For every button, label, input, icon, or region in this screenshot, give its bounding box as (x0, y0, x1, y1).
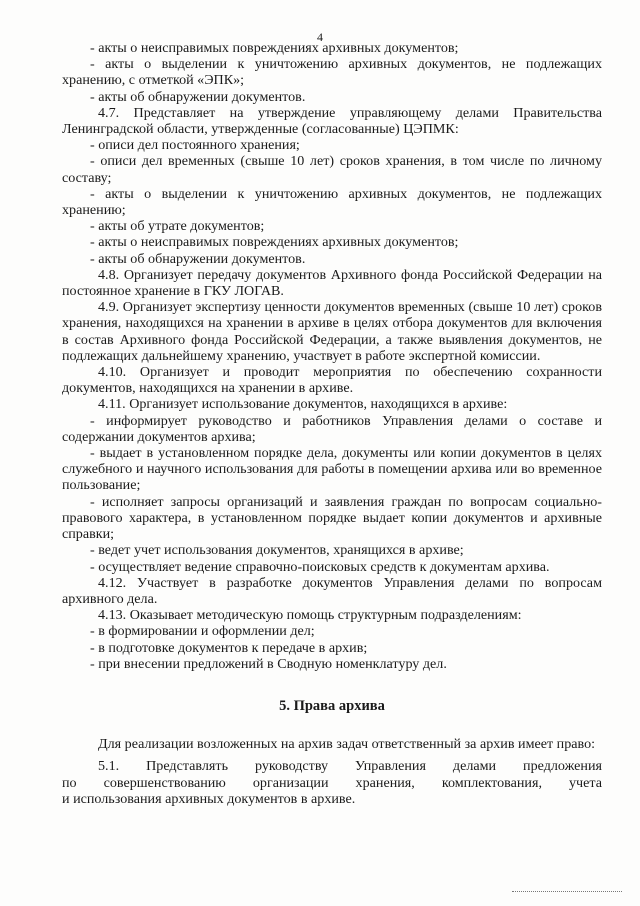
paragraph-4-9: 4.9. Организует экспертизу ценности документов временных (свыше 10 лет) сроков хранения, находящихся на хранении в архиве в целях отбора документов для включения в состав Архивного фонда Российской Федерации, а также выявления документов, не подлежащих дальнейшему хранению, участвует в работе экспертной комиссии. (62, 299, 602, 364)
list-item: - акты об обнаружении документов. (90, 250, 306, 267)
paragraph-4-7: 4.7. Представляет на утверждение управляющему делами Правительства Ленинградской области, утвержденные (согласованные) ЦЭПМК: (62, 104, 602, 138)
paragraph-4-11: 4.11. Организует использование документов, находящихся в архиве: (98, 396, 508, 413)
list-item: - акты о выделении к уничтожению архивных документов, не подлежащих хранению, с отметкой «ЭПК»; (62, 56, 602, 89)
list-item: - акты о неисправимых повреждениях архивных документов; (90, 234, 459, 251)
document-body (62, 40, 602, 807)
list-item: - выдает в установленном порядке дела, документы или копии документов в целях служебного и научного использования для работы в помещении архива или во временное пользование; (62, 445, 602, 494)
list-item: - исполняет запросы организаций и заявления граждан по вопросам социально-правового характера, в установленном порядке выдает копии документов и архивные справки; (62, 493, 602, 543)
section-heading: 5. Права архива (279, 697, 385, 714)
list-item: - информирует руководство и работников Управления делами о составе и содержании документов архива; (62, 412, 602, 445)
list-item: - акты о выделении к уничтожению архивных документов, не подлежащих хранению; (62, 185, 602, 219)
paragraph-5-1-line: по совершенствованию организации хранения, комплектования, учета (62, 774, 602, 791)
list-item: - при внесении предложений в Сводную номенклатуру дел. (90, 655, 447, 672)
footer-divider (512, 891, 622, 892)
list-item: - акты об утрате документов; (90, 218, 265, 235)
list-item: - описи дел постоянного хранения; (90, 137, 300, 154)
list-item: - акты об обнаружении документов. (90, 88, 306, 105)
paragraph-4-8: 4.8. Организует передачу документов Архивного фонда Российской Федерации на постоянное хранение в ГКУ ЛОГАВ. (62, 266, 602, 300)
list-item: - описи дел временных (свыше 10 лет) сроков хранения, в том числе по личному составу; (62, 153, 602, 186)
paragraph-4-13: 4.13. Оказывает методическую помощь структурным подразделениям: (98, 607, 522, 624)
list-item: - в подготовке документов к передаче в архив; (90, 639, 368, 656)
list-item: - акты о неисправимых повреждениях архивных документов; (90, 40, 459, 56)
page-number: 4 (317, 30, 323, 44)
paragraph-4-10: 4.10. Организует и проводит мероприятия по обеспечению сохранности документов, находящихся на хранении в архиве. (62, 364, 602, 397)
paragraph-4-12: 4.12. Участвует в разработке документов Управления делами по вопросам архивного дела. (62, 574, 602, 607)
list-item: - осуществляет ведение справочно-поисковых средств к документам архива. (90, 558, 550, 575)
paragraph-5-1-line: 5.1. Представлять руководству Управления делами предложения (98, 758, 602, 775)
list-item: - в формировании и оформлении дел; (90, 623, 315, 640)
section-intro: Для реализации возложенных на архив задач ответственный за архив имеет право: (98, 736, 596, 753)
paragraph-5-1-line: и использования архивных документов в архиве. (62, 790, 356, 807)
list-item: - ведет учет использования документов, хранящихся в архиве; (90, 542, 464, 559)
